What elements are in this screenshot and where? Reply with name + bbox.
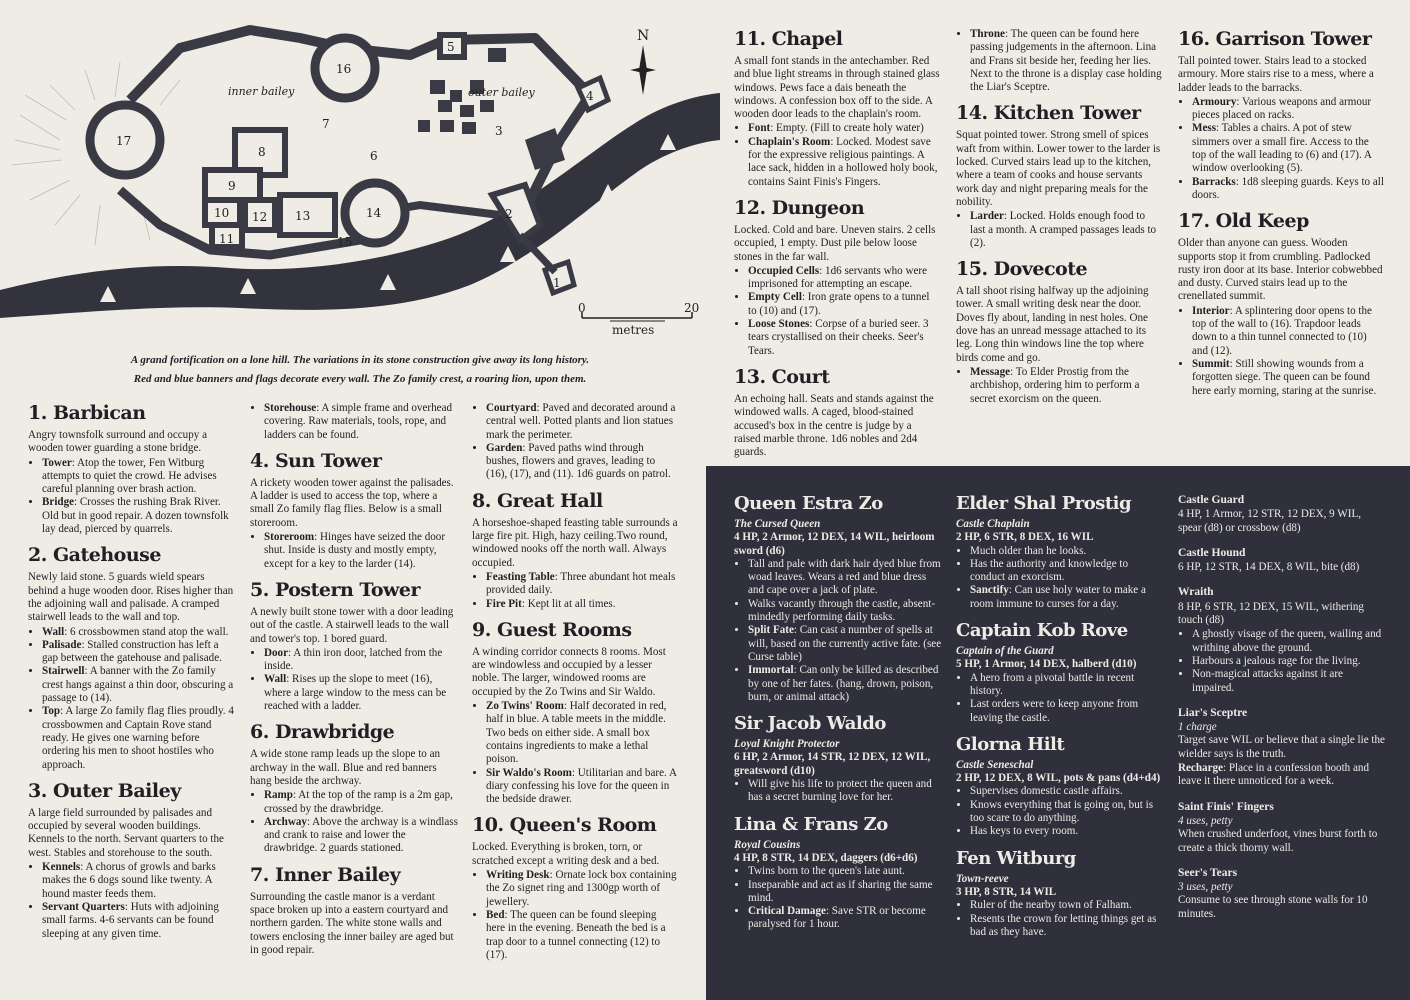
heading-dungeon: 12. Dungeon — [734, 196, 865, 219]
svg-text:7: 7 — [322, 117, 330, 131]
queens-room-list — [472, 869, 678, 962]
npc-role: The Cursed Queen — [734, 518, 821, 530]
list-item: • Courtyard: Paved and decorated around a central well. Potted plants and lion statues mark the perimeter. — [486, 402, 678, 442]
npc-stats: 2 HP, 6 STR, 8 DEX, 16 WIL — [956, 531, 1094, 544]
npc-list — [956, 899, 1164, 939]
drawbridge-intro: A wide stone ramp leads up the slope to an archway in the wall. Blue and red banners hang beside the archway. — [250, 748, 441, 787]
dungeon-list — [734, 265, 940, 358]
npc-role: Captain of the Guard — [956, 645, 1054, 658]
outer-bailey-list-cont — [250, 402, 458, 442]
svg-text:metres: metres — [612, 323, 655, 337]
sun-tower-list — [250, 531, 458, 571]
npc-list — [734, 778, 942, 805]
npc-role: Royal Cousins — [734, 838, 801, 851]
outer-bailey-list — [28, 861, 236, 941]
list-item: • Has the authority and knowledge to conduct an exorcism. — [970, 558, 1164, 585]
list-item: • Inseparable and act as if sharing the same mind. — [748, 879, 942, 906]
list-item: • Occupied Cells: 1d6 servants who were imprisoned for attempting an escape. — [748, 265, 940, 292]
npc-column-2 — [956, 494, 1164, 941]
svg-text:16: 16 — [336, 62, 352, 76]
svg-text:14: 14 — [366, 206, 382, 220]
heading-great-hall: 8. Great Hall — [472, 489, 603, 512]
heading-garrison-tower: 16. Garrison Tower — [1178, 28, 1372, 50]
list-item: • Fire Pit: Kept lit at all times. — [486, 598, 678, 611]
heading-kitchen-tower: 14. Kitchen Tower — [956, 102, 1141, 125]
chapel-list — [734, 122, 940, 188]
npc-list — [956, 672, 1164, 725]
list-item: • Font: Empty. (Fill to create holy water) — [748, 122, 940, 135]
gatehouse-list — [28, 626, 236, 772]
list-item: • Zo Twins' Room: Half decorated in red, half in blue. A table meets in the middle. Two beds on either side. A small box contains ingredients to make a lethal poison. — [486, 700, 678, 766]
list-item: • A ghostly visage of the queen, wailing and writhing above the ground. — [1192, 628, 1386, 655]
npc-list — [734, 558, 942, 704]
bestiary-stats: 4 HP, 1 Armor, 12 STR, 12 DEX, 9 WIL, spear (d8) or crossbow (d8) — [1178, 508, 1362, 534]
relic-charges: 3 uses, petty — [1178, 881, 1233, 894]
column-1 — [28, 402, 236, 943]
svg-text:12: 12 — [252, 210, 268, 224]
scale-bar — [578, 301, 699, 337]
list-item: • Ruler of the nearby town of Falham. — [970, 899, 1164, 912]
relic-recharge: Recharge: Place in a confession booth and leave it there unnoticed for a week. — [1178, 762, 1370, 788]
garrison-tower-intro: Tall pointed tower. Stairs lead to a stocked armoury. More stairs rise to a mess, where a ladder leads to the barracks. — [1178, 55, 1374, 94]
npc-stats: 5 HP, 1 Armor, 14 DEX, halberd (d10) — [956, 658, 1137, 671]
court-list — [956, 28, 1162, 94]
svg-text:1: 1 — [553, 276, 561, 290]
list-item: • Storeroom: Hinges have seized the door shut. Inside is dusty and mostly empty, except for a key to the larder (14). — [264, 531, 458, 571]
npc-name-waldo: Sir Jacob Waldo — [734, 713, 886, 735]
list-item: • Tall and pale with dark hair dyed blue from woad leaves. Wears a red and blue dress and cape over a jack of plate. — [748, 558, 942, 598]
list-item: • Barracks: 1d8 sleeping guards. Keys to all doors. — [1192, 176, 1384, 203]
list-item: • Storehouse: A simple frame and overhead covering. Raw materials, tools, rope, and ladders can be found. — [264, 402, 458, 442]
relic-charges: 1 charge — [1178, 721, 1217, 734]
caption-line-2: Red and blue banners and flags decorate every wall. The Zo family crest, a roaring lion, upon them. — [133, 373, 587, 385]
list-item: • Empty Cell: Iron grate opens to a tunnel to (10) and (17). — [748, 291, 940, 318]
column-4 — [734, 28, 940, 460]
list-item: • Feasting Table: Three abundant hot meals provided daily. — [486, 571, 678, 598]
postern-tower-list — [250, 647, 458, 713]
list-item: • Writing Desk: Ornate lock box containing the Zo signet ring and 1300gp worth of jewellery. — [486, 869, 678, 909]
kitchen-tower-intro: Squat pointed tower. Strong smell of spices waft from within. Lower tower to the larder is locked. Curved stairs lead up to the kitchen, where a team of cooks and house servants work day and night preparing meals for the nobility. — [956, 129, 1161, 208]
kitchen-tower-list — [956, 210, 1162, 250]
old-keep-intro: Older than anyone can guess. Wooden supports stop it from crumbling. Padlocked rusty iron door at its base. Interior cobwebbed and dusty. Curved stairs lead up to the crenellated summit. — [1178, 237, 1383, 303]
svg-text:15: 15 — [337, 235, 353, 249]
list-item: • Bridge: Crosses the rushing Brak River. Old but in good repair. A dozen townsfolk lay dead, pierced by quarrels. — [42, 496, 236, 536]
heading-gatehouse: 2. Gatehouse — [28, 544, 161, 567]
svg-text:2: 2 — [505, 207, 513, 221]
list-item: • Walks vacantly through the castle, absent-mindedly performing daily tasks. — [748, 598, 942, 625]
svg-text:0: 0 — [578, 301, 586, 315]
list-item: • Twins born to the queen's late aunt. — [748, 865, 942, 878]
npc-stats: 6 HP, 2 Armor, 14 STR, 12 DEX, 12 WIL, greatsword (d10) — [734, 751, 931, 777]
list-item: • Larder: Locked. Holds enough food to last a month. A cramped passages leads to (2). — [970, 210, 1162, 250]
castle-map — [0, 0, 720, 395]
list-item: • Tower: Atop the tower, Fen Witburg attempts to quiet the crowd. He advises careful planning over brash action. — [42, 457, 236, 497]
outer-bailey-intro: A large field surrounded by palisades and occupied by several wooden buildings. Kennels to the north. Servant quarters to the west. Stables and storehouse to the south. — [28, 806, 224, 859]
list-item: • Critical Damage: Save STR or become paralysed for 1 hour. — [748, 905, 942, 932]
npc-name-witburg: Fen Witburg — [956, 847, 1076, 869]
bestiary-wraith: Wraith — [1178, 586, 1214, 599]
svg-text:N: N — [637, 28, 650, 44]
heading-guest-rooms: 9. Guest Rooms — [472, 618, 632, 641]
guest-rooms-list — [472, 700, 678, 806]
npc-role: Town-reeve — [956, 872, 1009, 885]
list-item: • Harbours a jealous rage for the living. — [1192, 655, 1386, 668]
heading-outer-bailey: 3. Outer Bailey — [28, 779, 181, 802]
bestiary-hound: Castle Hound — [1178, 546, 1246, 559]
heading-dovecote: 15. Dovecote — [956, 258, 1088, 281]
list-item: • Wall: 6 crossbowmen stand atop the wall. — [42, 626, 236, 639]
list-item: • Door: A thin iron door, latched from the inside. — [264, 647, 458, 674]
caption-line-1: A grand fortification on a lone hill. The variations in its stone construction give away its long history. — [130, 354, 590, 366]
relic-charges: 4 uses, petty — [1178, 814, 1233, 827]
gatehouse-intro: Newly laid stone. 5 guards wield spears behind a huge wooden door. Rises higher than the adjoining wall and palisade. A cramped stairwell leads to the wall and top. — [28, 571, 234, 624]
heading-court: 13. Court — [734, 365, 830, 388]
chapel-intro: A small font stands in the antechamber. Red and blue light streams in through stained glass windows. Pews face a dais beneath the windows. A confession box off to the side. A wooden door leads to the chaplain's room. — [734, 55, 940, 121]
list-item: • Resents the crown for letting things get as bad as they have. — [970, 913, 1164, 940]
npc-name-twins: Lina & Frans Zo — [734, 813, 888, 835]
outer-buildings — [418, 48, 565, 170]
list-item: • Armoury: Various weapons and armour pieces placed on racks. — [1192, 96, 1384, 123]
great-hall-list — [472, 571, 678, 611]
wraith-list — [1178, 628, 1386, 694]
column-2 — [250, 402, 458, 958]
npc-stats: 3 HP, 8 STR, 14 WIL — [956, 885, 1057, 898]
relic-sceptre: Liar's Sceptre — [1178, 706, 1248, 719]
list-item: • Stairwell: A banner with the Zo family crest hangs against a thin door, obscuring a passage to (14). — [42, 665, 236, 705]
npc-role: Castle Seneschal — [956, 758, 1034, 771]
heading-chapel: 11. Chapel — [734, 28, 843, 50]
map-caption — [0, 351, 720, 389]
npc-name-prostig: Elder Shal Prostig — [956, 493, 1132, 514]
bestiary-stats: 8 HP, 6 STR, 12 DEX, 15 WIL, withering touch (d8) — [1178, 600, 1364, 627]
svg-text:4: 4 — [586, 89, 594, 103]
inner-bailey-label: inner bailey — [228, 85, 295, 98]
relic-text: Target save WIL or believe that a single lie the wielder says is the truth. — [1178, 734, 1385, 760]
npc-name-hilt: Glorna Hilt — [956, 733, 1065, 755]
relic-text: Consume to see through stone walls for 10 minutes. — [1178, 894, 1368, 920]
svg-text:5: 5 — [447, 40, 455, 54]
list-item: • Sir Waldo's Room: Utilitarian and bare. A diary confessing his love for the queen in the bedside drawer. — [486, 767, 678, 807]
svg-text:6: 6 — [370, 149, 378, 163]
heading-sun-tower: 4. Sun Tower — [250, 449, 382, 472]
column-5 — [956, 28, 1162, 408]
npc-stats: 4 HP, 2 Armor, 12 DEX, 14 WIL, heirloom sword (d6) — [734, 531, 935, 557]
guest-rooms-intro: A winding corridor connects 8 rooms. Most are windowless and occupied by a lesser noble. The larger, windowed rooms are occupied by the Zo Twins and Sir Waldo. — [472, 645, 666, 698]
list-item: • Wall: Rises up the slope to meet (16), where a large window to the mess can be reached with a ladder. — [264, 673, 458, 713]
list-item: • Archway: Above the archway is a windlass and crank to raise and lower the drawbridge. 2 guards stationed. — [264, 816, 458, 856]
list-item: • Knows everything that is going on, but is too scare to do anything. — [970, 799, 1164, 826]
barbican-intro: Angry townsfolk surround and occupy a wooden tower guarding a stone bridge. — [28, 429, 208, 455]
list-item: • Summit: Still showing wounds from a forgotten siege. The queen can be found here early morning, staring at the sunrise. — [1192, 358, 1384, 398]
npc-name-rove: Captain Kob Rove — [956, 620, 1128, 642]
svg-text:8: 8 — [258, 145, 266, 159]
list-item: • Mess: Tables a chairs. A pot of stew simmers over a small fire. Access to the top of the wall leading to (6) and (17). A window overlooking (5). — [1192, 122, 1384, 175]
manor — [205, 130, 335, 247]
bestiary-stats: 6 HP, 12 STR, 14 DEX, 8 WIL, bite (d8) — [1178, 561, 1360, 574]
list-item: • Non-magical attacks against it are impaired. — [1192, 668, 1386, 695]
svg-text:3: 3 — [495, 124, 503, 138]
npc-name-estra: Queen Estra Zo — [734, 493, 883, 514]
heading-queens-room: 10. Queen's Room — [472, 814, 657, 837]
heading-old-keep: 17. Old Keep — [1178, 210, 1309, 233]
list-item: • Bed: The queen can be found sleeping here in the evening. Beneath the bed is a trap door to a tunnel connecting (12) to (17). — [486, 909, 678, 962]
list-item: • Servant Quarters: Huts with adjoining small farms. 4-6 servants can be found sleeping at any given time. — [42, 901, 236, 941]
list-item: • Last orders were to keep anyone from leaving the castle. — [970, 698, 1164, 725]
barbican-list — [28, 457, 236, 537]
inner-bailey-intro: Surrounding the castle manor is a verdant space broken up into a eastern courtyard and northern garden. The white stone walls and towers enclosing the inner bailey are aged but in good repair. — [250, 890, 454, 956]
relic-fingers: Saint Finis' Fingers — [1178, 800, 1274, 813]
sun-tower-intro: A rickety wooden tower against the palisades. A ladder is used to access the top, where a small Zo family flag flies. Below is a small storeroom. — [250, 476, 454, 529]
garrison-tower-list — [1178, 96, 1384, 202]
list-item: • A hero from a pivotal battle in recent history. — [970, 672, 1164, 699]
list-item: • Supervises domestic castle affairs. — [970, 785, 1164, 798]
npc-stats: 4 HP, 8 STR, 14 DEX, daggers (d6+d6) — [734, 851, 918, 864]
bestiary-guard: Castle Guard — [1178, 494, 1245, 506]
list-item: • Palisade: Stalled construction has left a gap between the gatehouse and palisade. — [42, 639, 236, 666]
npc-list — [734, 865, 942, 931]
heading-barbican: 1. Barbican — [28, 402, 146, 424]
list-item: • Has keys to every room. — [970, 825, 1164, 838]
svg-text:20: 20 — [684, 301, 700, 315]
inner-bailey-list — [472, 402, 678, 482]
heading-postern-tower: 5. Postern Tower — [250, 578, 420, 601]
outer-bailey-label: outer bailey — [468, 86, 535, 99]
list-item: • Ramp: At the top of the ramp is a 2m gap, crossed by the drawbridge. — [264, 789, 458, 816]
drawbridge-list — [250, 789, 458, 855]
list-item: • Immortal: Can only be killed as described by one of her fates. (hang, drown, poison, burn, or animal attack) — [748, 664, 942, 704]
compass — [630, 28, 656, 95]
column-6 — [1178, 28, 1384, 400]
npc-role: Loyal Knight Protector — [734, 738, 840, 751]
svg-text:17: 17 — [116, 134, 132, 148]
list-item: • Throne: The queen can be found here passing judgements in the afternoon. Lina and Frans sit beside her, feeding her lies. Next to the throne is a display case holding the Liar's Sceptre. — [970, 28, 1162, 94]
list-item: • Much older than he looks. — [970, 545, 1164, 558]
relic-text: When crushed underfoot, vines burst forth to create a thick thorny wall. — [1178, 828, 1378, 854]
relic-tears: Seer's Tears — [1178, 866, 1238, 879]
heading-inner-bailey: 7. Inner Bailey — [250, 863, 401, 886]
great-hall-intro: A horseshoe-shaped feasting table surrounds a large fire pit. High, hazy ceiling.Two round, windowed nooks off the north wall. Always occupied. — [472, 516, 678, 569]
list-item: • Garden: Paved paths wind through bushes, flowers and graves, leading to (16), (17), and (11). 1d6 guards on patrol. — [486, 442, 678, 482]
list-item: • Chaplain's Room: Locked. Modest save for the expressive religious paintings. A lace sack, hidden in a hollowed holy book, contains Saint Finis's Fingers. — [748, 136, 940, 189]
svg-text:13: 13 — [295, 209, 311, 223]
column-3 — [472, 402, 678, 964]
npc-column-3 — [1178, 494, 1386, 922]
npc-list — [956, 785, 1164, 838]
list-item: • Kennels: A chorus of growls and barks makes the 6 dogs sound like twenty. A hound master feeds them. — [42, 861, 236, 901]
dovecote-intro: A tall shoot rising halfway up the adjoining tower. A small writing desk near the door. Doves fly about, landing in nest holes. One dove has an unread message attached to its leg. Long thin windows line the top where birds come and go. — [956, 285, 1149, 364]
dovecote-list — [956, 366, 1162, 406]
list-item: • Split Fate: Can cast a number of spells at will, based on the currently active fate. (see Curse table) — [748, 624, 942, 664]
svg-text:11: 11 — [219, 232, 235, 246]
list-item: • Message: To Elder Prostig from the archbishop, ordering him to perform a secret exorcism on the queen. — [970, 366, 1162, 406]
svg-text:9: 9 — [228, 179, 236, 193]
postern-tower-intro: A newly built stone tower with a door leading out of the castle. A stairwell leads to the wall and tower's top. 1 bored guard. — [250, 605, 454, 645]
list-item: • Top: A large Zo family flag flies proudly. 4 crossbowmen and Captain Rove stand ready. He gives one warning before ordering his men to shoot hostiles who approach. — [42, 705, 236, 771]
dungeon-intro: Locked. Cold and bare. Uneven stairs. 2 cells occupied, 1 empty. Dust pile below loose stones in the far wall. — [734, 223, 936, 263]
queens-room-intro: Locked. Everything is broken, torn, or scratched except a writing desk and a bed. — [472, 841, 660, 867]
svg-text:10: 10 — [214, 206, 230, 220]
list-item: • Sanctify: Can use holy water to make a room immune to curses for a day. — [970, 584, 1164, 611]
court-intro: An echoing hall. Seats and stands against the windowed walls. A caged, blood-stained accused's box in the centre is judge by a raised marble throne. 1d6 nobles and 2d4 guards. — [734, 392, 934, 459]
npc-list — [956, 545, 1164, 611]
old-keep-list — [1178, 305, 1384, 398]
heading-drawbridge: 6. Drawbridge — [250, 721, 395, 744]
npc-role: Castle Chaplain — [956, 518, 1030, 530]
list-item: • Will give his life to protect the queen and has a secret burning love for her. — [748, 778, 942, 805]
list-item: • Loose Stones: Corpse of a buried seer. 3 tears crystallised on their cheeks. Seer's Tears. — [748, 318, 940, 358]
npc-column-1 — [734, 494, 942, 934]
npc-stats: 2 HP, 12 DEX, 8 WIL, pots & pans (d4+d4) — [956, 772, 1161, 785]
list-item: • Interior: A splintering door opens to the top of the wall to (16). Trapdoor leads down to a thin tunnel connected to (10) and (12). — [1192, 305, 1384, 358]
